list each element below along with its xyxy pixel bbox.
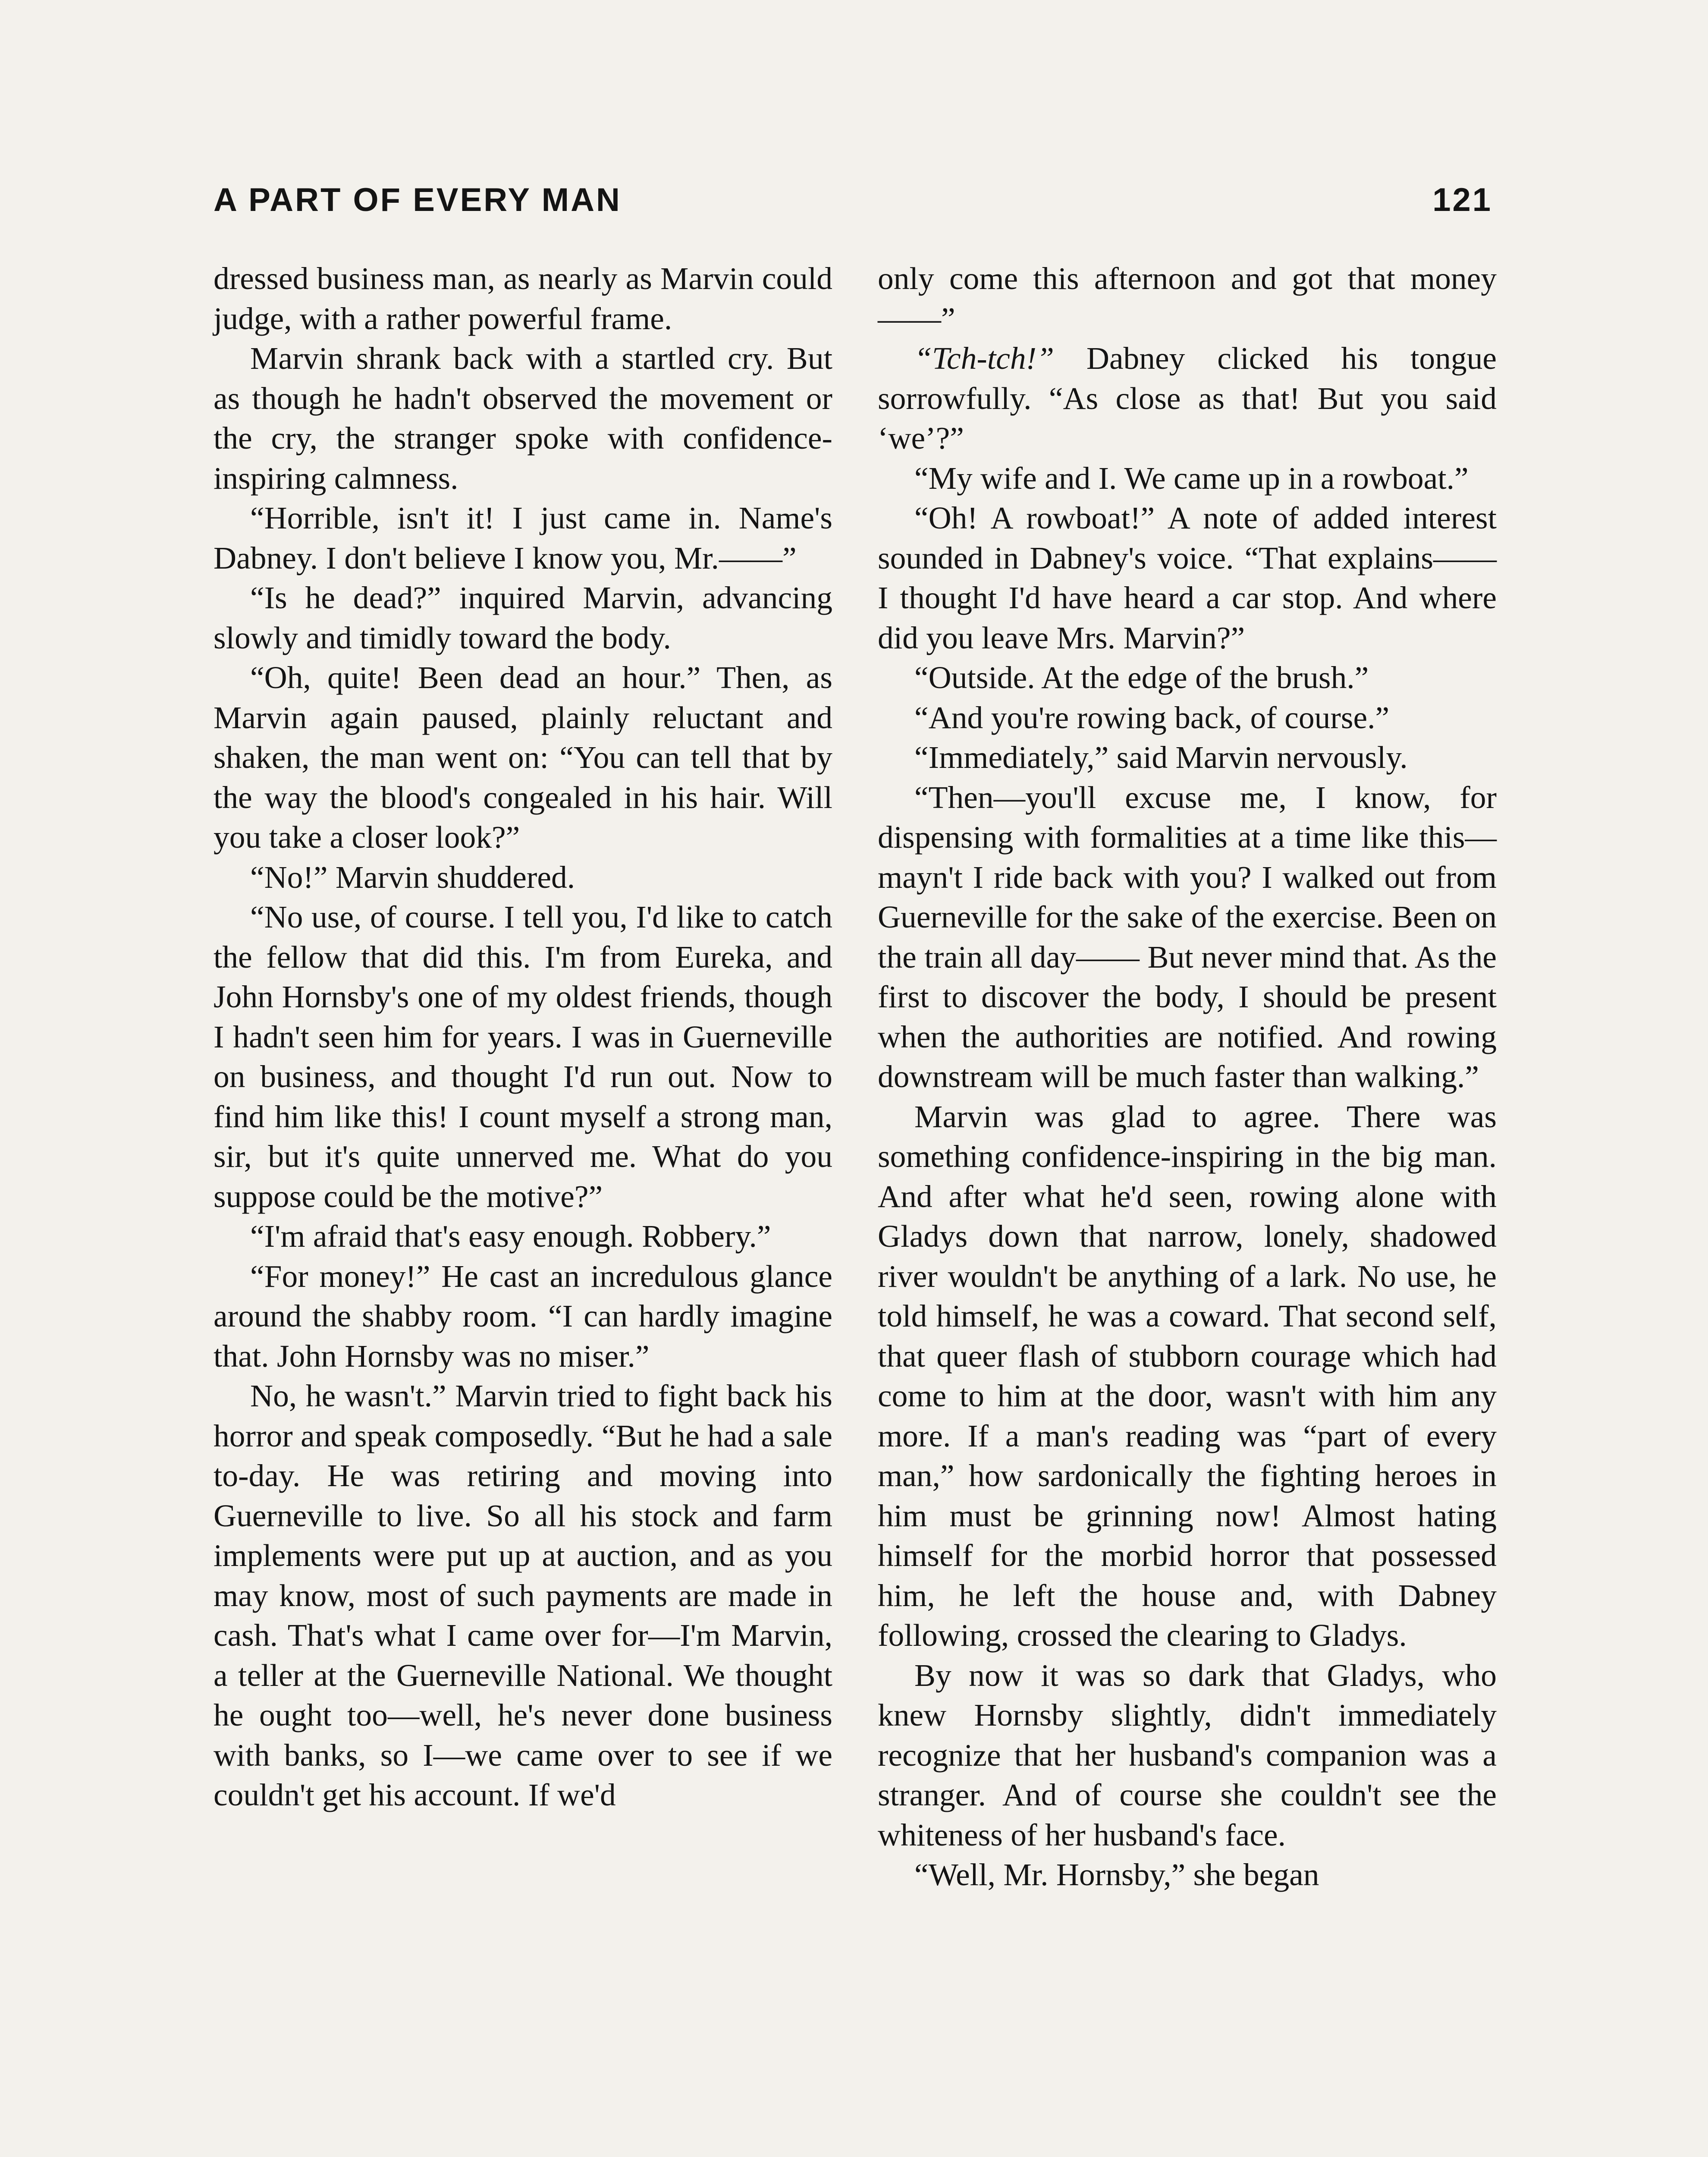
paragraph: “And you're rowing back, of course.” (914, 700, 1390, 735)
paragraph: “Oh, quite! Been dead an hour.” Then, as Marvin again paused, plainly reluctant and shaken, the man went on: “You can tell that by the way the blood's congealed in his hair. Will you take a closer look?” (214, 660, 832, 855)
running-head (214, 181, 1492, 224)
paragraph: “Immediately,” said Marvin nervously. (914, 740, 1408, 775)
paragraph: “Oh! A rowboat!” A note of added interest sounded in Dabney's voice. “That explains—— I thought I'd have heard a car stop. And where did you leave Mrs. Marvin?” (878, 500, 1497, 655)
paragraph: “I'm afraid that's easy enough. Robbery.” (250, 1219, 771, 1254)
paragraph: Marvin shrank back with a startled cry. But as though he hadn't observed the movement or the cry, the stranger spoke with confidence-inspiring calmness. (214, 341, 832, 496)
paragraph: “Is he dead?” inquired Marvin, advancing slowly and timidly toward the body. (214, 580, 832, 655)
paragraph: By now it was so dark that Gladys, who knew Hornsby slightly, didn't immediately recognize that her husband's companion was a stranger. And of course she couldn't see the whiteness of her husband's face. (878, 1657, 1497, 1852)
paragraph: Marvin was glad to agree. There was something confidence-inspiring in the big man. And after what he'd seen, rowing alone with Gladys down that narrow, lonely, shadowed river wouldn't be anything of a lark. No use, he told himself, he was a coward. That second self, that queer flash of stubborn courage which had come to him at the door, wasn't with him any more. If a man's reading was “part of every man,” how sardonically the fighting heroes in him must be grinning now! Almost hating himself for the morbid horror that possessed him, he left the house and, with Dabney following, crossed the clearing to Gladys. (878, 1099, 1497, 1653)
paragraph: “No!” Marvin shuddered. (250, 859, 575, 895)
paragraph: “Well, Mr. Hornsby,” she began (914, 1857, 1319, 1892)
italic-exclamation: “Tch-tch!” (914, 341, 1055, 376)
paragraph (878, 339, 1497, 459)
right-column (878, 259, 1497, 1895)
paragraph: dressed business man, as nearly as Marvin could judge, with a rather powerful frame. (214, 261, 832, 336)
paragraph: “Outside. At the edge of the brush.” (914, 660, 1369, 695)
page-number: 121 (1432, 182, 1492, 218)
paragraph: “No use, of course. I tell you, I'd like to catch the fellow that did this. I'm from Eureka, and John Hornsby's one of my oldest friends, though I hadn't seen him for years. I was in Guerneville on business, and thought I'd run out. Now to find him like this! I count myself a strong man, sir, but it's quite unnerved me. What do you suppose could be the motive?” (214, 899, 832, 1214)
paragraph: No, he wasn't.” Marvin tried to fight back his horror and speak composedly. “But he had a sale to-day. He was retiring and moving into Guerneville to live. So all his stock and farm implements were put up at auction, and as you may know, most of such payments are made in cash. That's what I came over for—I'm Marvin, a teller at the Guerneville National. We thought he ought too—well, he's never done business with banks, so I—we came over to see if we couldn't get his account. If we'd (214, 1378, 832, 1812)
paragraph: “For money!” He cast an incredulous glance around the shabby room. “I can hardly imagine that. John Hornsby was no miser.” (214, 1258, 832, 1374)
paragraph-text: Dabney clicked his tongue sorrowfully. “As close as that! But you said ‘we’?” (878, 341, 1497, 456)
chapter-title: A PART OF EVERY MAN (214, 182, 622, 218)
paragraph: “My wife and I. We came up in a rowboat.” (914, 460, 1469, 496)
paragraph: only come this afternoon and got that money——” (878, 261, 1497, 336)
paragraph: “Then—you'll excuse me, I know, for dispensing with formalities at a time like this—mayn't I ride back with you? I walked out from Guerneville for the sake of the exercise. Been on the train all day—— But never mind that. As the first to discover the body, I should be present when the authorities are notified. And rowing downstream will be much faster than walking.” (878, 780, 1497, 1094)
left-column (214, 259, 832, 1815)
paragraph: “Horrible, isn't it! I just came in. Name's Dabney. I don't believe I know you, Mr.——” (214, 500, 832, 575)
